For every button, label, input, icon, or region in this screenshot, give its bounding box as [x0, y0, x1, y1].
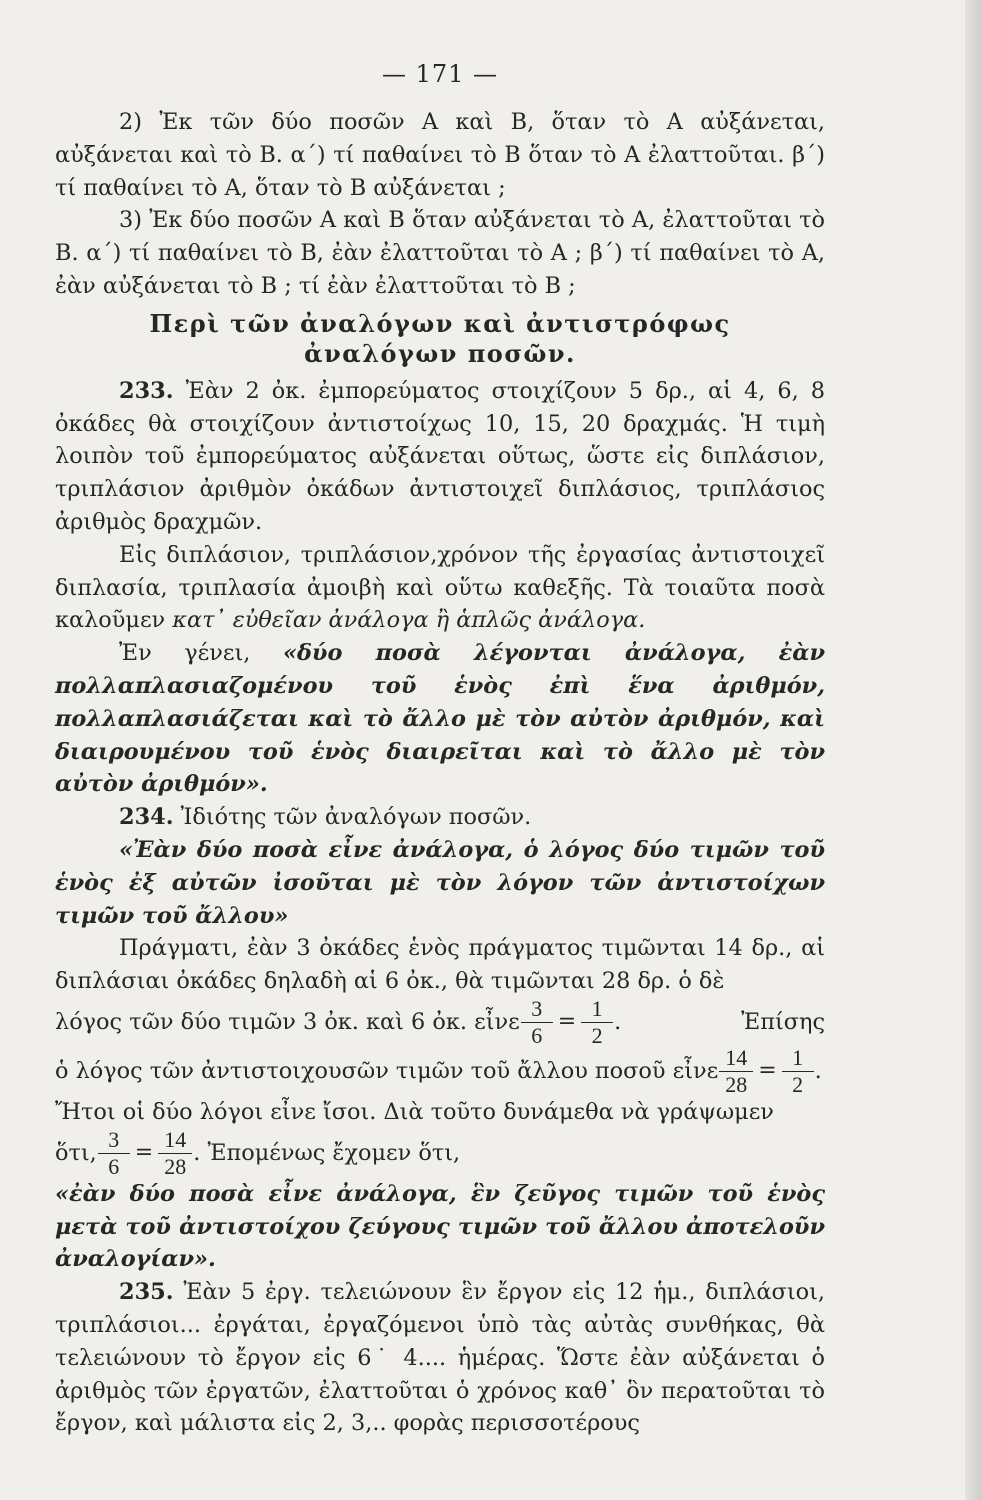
fraction-numerator: 14 [725, 1044, 748, 1070]
page-edge [965, 0, 981, 1500]
fraction-3-6 [524, 995, 550, 1048]
page-number: — 171 — [381, 60, 499, 88]
section-title-line-2: ἀναλόγων ποσῶν. [304, 338, 576, 368]
exercise-3: 3) Ἐκ δύο ποσῶν Α καὶ Β ὅταν αὐξάνεται τὸ Α, ἐλαττοῦται τὸ Β. α´) τί παθαίνει τὸ Β, ἐὰν ἐλαττοῦται τὸ Α ; β´) τί παθαίνει τὸ Α, ἐὰν αὐξάνεται τὸ Β ; τί ἐὰν ἐλαττοῦται τὸ Β ; [55, 207, 825, 299]
paragraph-234-title: Ἰδιότης τῶν ἀναλόγων ποσῶν. [180, 804, 532, 831]
fraction-denominator: 2 [591, 1022, 603, 1048]
paragraph-233-c [55, 637, 825, 801]
ratio-line-3-mid: Ἐπομένως ἔχομεν ὅτι, [207, 1139, 461, 1166]
fraction-denominator: 6 [531, 1022, 543, 1048]
fraction-numerator: 3 [531, 995, 543, 1021]
definition-proportional: «δύο ποσὰ λέγονται ἀνάλογα, ἐὰν πολλαπλασιαζομένου τοῦ ἑνὸς ἐπὶ ἕνα ἀριθμόν, πολλαπλασιάζεται καὶ τὸ ἄλλο μὲ τὸν αὐτὸν ἀριθμόν, καὶ διαιρουμένου τοῦ ἑνὸς διαιρεῖται καὶ τὸ ἄλλο μὲ τὸν αὐτὸν ἀριθμόν». [55, 640, 825, 798]
fraction-1-2 [584, 995, 610, 1048]
paragraph-number-235: 235. [119, 1279, 174, 1306]
paragraph-number-234: 234. [119, 804, 174, 831]
paragraph-234-b: Πράγματι, ἐὰν 3 ὀκάδες ἑνὸς πράγματος τιμῶνται 14 δρ., αἱ διπλάσιαι ὀκάδες δηλαδὴ αἱ 6 ὀκ., θὰ τιμῶνται 28 δρ. ὁ δὲ [55, 935, 825, 995]
ratio-line-1: λόγος τῶν δύο τιμῶν 3 ὀκ. καὶ 6 ὀκ. εἶνε $\frac{3}{6}$ = $\frac{1}{2}$ . Ἐπίσης [55, 995, 825, 1048]
ratio-equality-text: Ἤτοι οἱ δύο λόγοι εἶνε ἴσοι. Διὰ τοῦτο δυνάμεθα νὰ γράψωμεν [55, 1098, 774, 1125]
exercise-2: 2) Ἐκ τῶν δύο ποσῶν Α καὶ Β, ὅταν τὸ Α αὐξάνεται, αὐξάνεται καὶ τὸ Β. α´) τί παθαίνει τὸ Β ὅταν τὸ Α ἐλαττοῦται. β´) τί παθαίνει τὸ Α, ὅταν τὸ Β αὐξάνεται ; [55, 109, 825, 201]
paragraph-number-233: 233. [119, 377, 174, 404]
fraction-denominator: 2 [792, 1071, 804, 1097]
ratio-line-2-text: ὁ λόγος τῶν ἀντιστοιχουσῶν τιμῶν τοῦ ἄλλου ποσοῦ εἶνε [55, 1058, 719, 1085]
paragraph-233 [55, 375, 825, 539]
paragraph-233-text: Ἐὰν 2 ὀκ. ἐμπορεύματος στοιχίζουν 5 δρ., αἱ 4, 6, 8 ὀκάδες θὰ στοιχίζουν ἀντιστοίχως 10, 15, 20 δραχμάς. Ἡ τιμὴ λοιπὸν τοῦ ἐμπορεύματος αὐξάνεται οὕτως, ὥστε εἰς διπλάσιον, τριπλάσιον ἀριθμὸν ὀκάδων ἀντιστοιχεῖ διπλάσιος, τριπλάσιος ἀριθμὸς δραχμῶν. [55, 377, 825, 535]
section-title-line-1: Περὶ τῶν ἀναλόγων καὶ ἀντιστρόφως [149, 308, 731, 338]
fraction-14-28-b [161, 1126, 189, 1179]
book-page [55, 60, 825, 1440]
ratio-line-1-end: Ἐπίσης [741, 1009, 825, 1036]
fraction-14-28 [722, 1044, 750, 1097]
property-statement: «Ἐὰν δύο ποσὰ εἶνε ἀνάλογα, ὁ λόγος δύο τιμῶν τοῦ ἑνὸς ἐξ αὐτῶν ἰσοῦται μὲ τὸν λόγον τῶν ἀντιστοίχων τιμῶν τοῦ ἄλλου» [55, 836, 825, 929]
paragraph-233-b [55, 539, 825, 637]
paragraph-233-b-italic: κατ᾽ εὐθεῖαν ἀνάλογα ἢ ἁπλῶς ἀνάλογα. [172, 607, 646, 634]
section-title [55, 309, 825, 369]
fraction-1-2-b [785, 1044, 811, 1097]
equals-sign: = [758, 1058, 777, 1084]
ratio-line-1-text: λόγος τῶν δύο τιμῶν 3 ὀκ. καὶ 6 ὀκ. εἶνε [55, 1009, 520, 1036]
fraction-numerator: 3 [108, 1126, 120, 1152]
ratio-line-3-start: ὅτι, [55, 1139, 97, 1166]
ratio-line-3: ὅτι, $\frac{3}{6}$ = $\frac{14}{28}$ . Ἐπομένως ἔχομεν ὅτι, [55, 1126, 461, 1179]
paragraph-235-text: Ἐὰν 5 ἐργ. τελειώνουν ἓν ἔργον εἰς 12 ἡμ., διπλάσιοι, τριπλάσιοι... ἐργάται, ἐργαζόμενοι ὑπὸ τὰς αὐτὰς συνθήκας, θὰ τελειώνουν τὸ ἔργον εἰς 6˙ 4.... ἡμέρας. Ὥστε ἐὰν αὐξάνεται ὁ ἀριθμὸς τῶν ἐργατῶν, ἐλαττοῦται ὁ χρόνος καθ᾽ ὃν περατοῦται τὸ ἔργον, καὶ μάλιστα εἰς 2, 3,.. φορὰς περισσοτέρους [55, 1279, 825, 1437]
paragraph-233-c-lead: Ἐν γένει, [119, 640, 251, 667]
fraction-numerator: 1 [591, 995, 603, 1021]
fraction-3-6-b [101, 1126, 127, 1179]
paragraph-234 [55, 801, 825, 834]
fraction-denominator: 6 [108, 1153, 120, 1179]
paragraph-235 [55, 1276, 825, 1440]
fraction-denominator: 28 [164, 1153, 187, 1179]
fraction-denominator: 28 [725, 1071, 748, 1097]
equals-sign: = [134, 1139, 154, 1165]
equals-sign: = [557, 1009, 577, 1035]
fraction-numerator: 1 [792, 1044, 804, 1070]
ratio-line-2: ὁ λόγος τῶν ἀντιστοιχουσῶν τιμῶν τοῦ ἄλλου ποσοῦ εἶνε $\frac{14}{28}$ = $\frac{1}{2}$ . [55, 1044, 822, 1097]
conclusion-statement: «ἐὰν δύο ποσὰ εἶνε ἀνάλογα, ἓν ζεῦγος τιμῶν τοῦ ἑνὸς μετὰ τοῦ ἀντιστοίχου ζεύγους τιμῶν τοῦ ἄλλου ἀποτελοῦν ἀναλογίαν». [55, 1180, 825, 1273]
fraction-numerator: 14 [164, 1126, 187, 1152]
paragraph-233-b-text: Εἰς διπλάσιον, τριπλάσιον,χρόνον τῆς ἐργασίας ἀντιστοιχεῖ διπλασία, τριπλασία ἀμοιβὴ καὶ οὕτω καθεξῆς. Τὰ τοιαῦτα ποσὰ καλοῦμεν [55, 541, 825, 634]
